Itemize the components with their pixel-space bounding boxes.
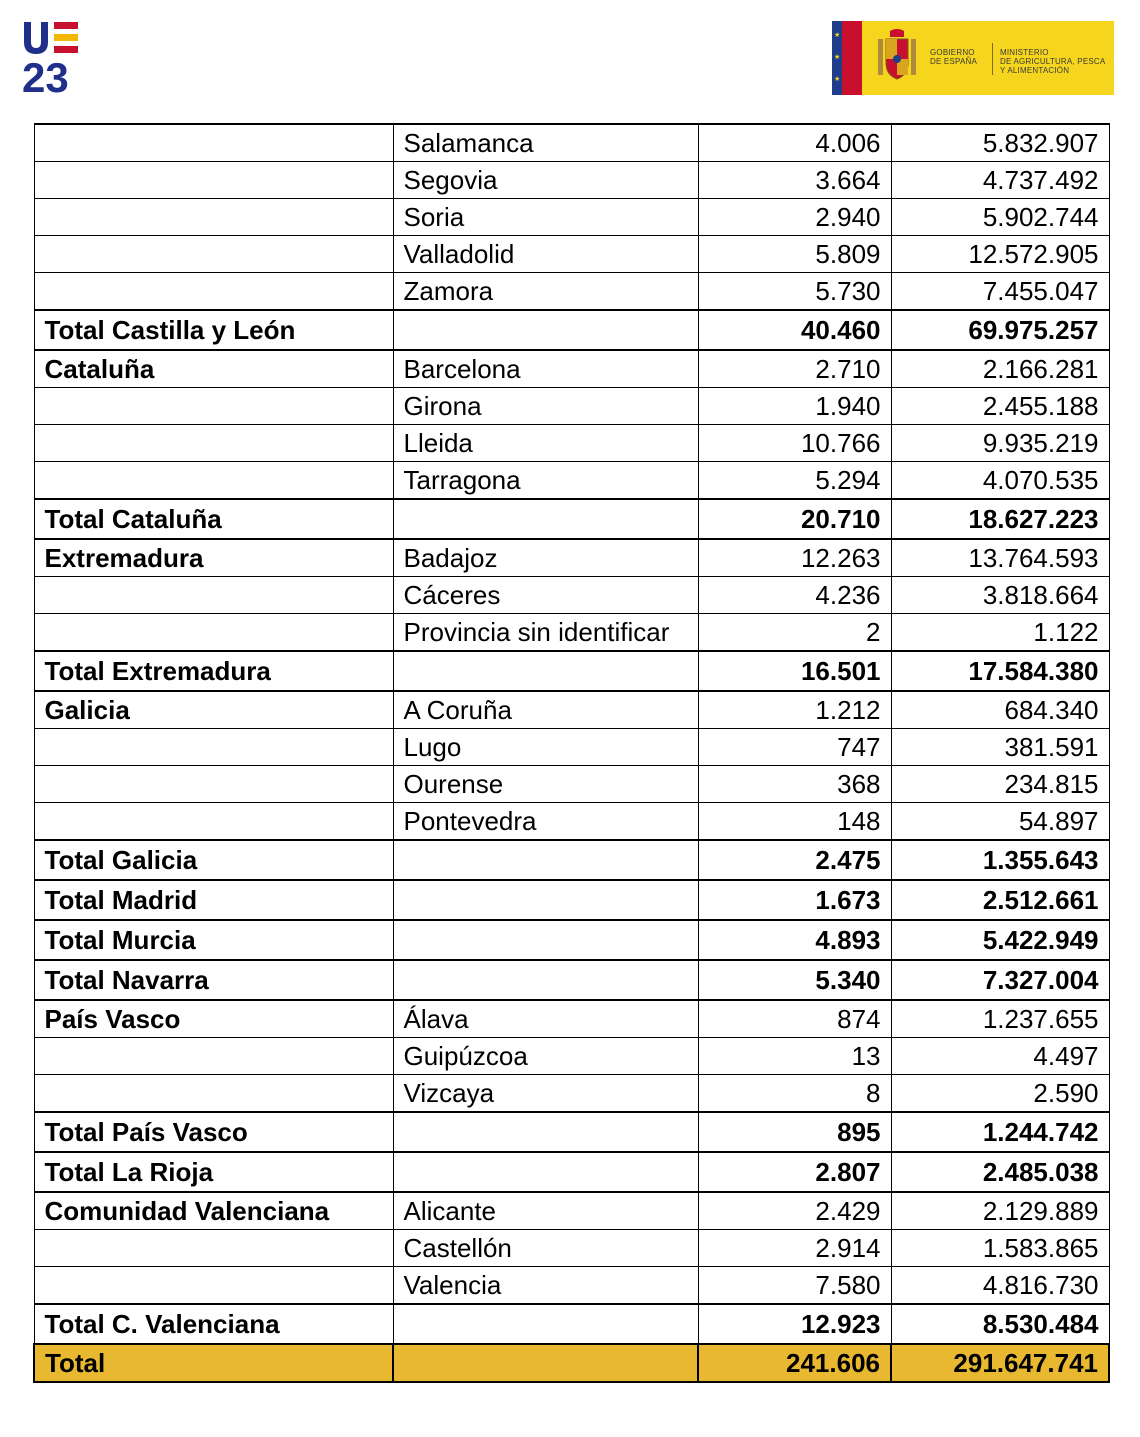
province-cell: Salamanca <box>393 124 698 162</box>
value-2-cell: 4.737.492 <box>891 162 1109 199</box>
value-1-cell: 2.429 <box>698 1192 891 1230</box>
value-1-cell: 241.606 <box>698 1344 891 1382</box>
region-cell: Total País Vasco <box>34 1112 393 1152</box>
table-row <box>34 162 1109 199</box>
region-cell <box>34 162 393 199</box>
region-cell <box>34 388 393 425</box>
value-1-cell: 1.212 <box>698 691 891 729</box>
province-cell: Segovia <box>393 162 698 199</box>
table-row <box>34 803 1109 841</box>
table-row <box>34 236 1109 273</box>
value-2-cell: 3.818.664 <box>891 577 1109 614</box>
province-cell: Lleida <box>393 425 698 462</box>
table-row <box>34 1230 1109 1267</box>
region-cell <box>34 729 393 766</box>
value-1-cell: 5.340 <box>698 960 891 1000</box>
total-row <box>34 1112 1109 1152</box>
value-2-cell: 1.355.643 <box>891 840 1109 880</box>
value-2-cell: 1.583.865 <box>891 1230 1109 1267</box>
region-cell: Cataluña <box>34 350 393 388</box>
province-cell: Tarragona <box>393 462 698 500</box>
province-cell <box>393 499 698 539</box>
region-cell: Galicia <box>34 691 393 729</box>
value-1-cell: 5.809 <box>698 236 891 273</box>
coat-of-arms-icon <box>874 29 920 87</box>
value-2-cell: 4.497 <box>891 1038 1109 1075</box>
region-cell: Total C. Valenciana <box>34 1304 393 1344</box>
value-1-cell: 12.263 <box>698 539 891 577</box>
region-cell: Total Cataluña <box>34 499 393 539</box>
region-cell: Total <box>34 1344 393 1382</box>
region-cell <box>34 199 393 236</box>
star-icon: ★ <box>834 54 841 61</box>
region-cell: Comunidad Valenciana <box>34 1192 393 1230</box>
total-row <box>34 840 1109 880</box>
value-2-cell: 1.237.655 <box>891 1000 1109 1038</box>
region-cell <box>34 1267 393 1305</box>
gobierno-de-espana-text: GOBIERNO DE ESPAÑA <box>930 48 977 66</box>
grand-total-row <box>34 1344 1109 1382</box>
region-cell <box>34 124 393 162</box>
province-cell <box>393 651 698 691</box>
table-row <box>34 124 1109 162</box>
total-row <box>34 880 1109 920</box>
province-cell: Cáceres <box>393 577 698 614</box>
table-row <box>34 1000 1109 1038</box>
ministry-name-text: MINISTERIO DE AGRICULTURA, PESCA Y ALIMENTACIÓN <box>1000 48 1106 75</box>
data-table <box>33 123 1110 1383</box>
value-2-cell: 18.627.223 <box>891 499 1109 539</box>
value-1-cell: 16.501 <box>698 651 891 691</box>
province-cell: Valladolid <box>393 236 698 273</box>
province-cell: Provincia sin identificar <box>393 614 698 652</box>
value-2-cell: 2.590 <box>891 1075 1109 1113</box>
region-cell <box>34 614 393 652</box>
province-cell <box>393 1344 698 1382</box>
region-cell <box>34 1075 393 1113</box>
province-cell <box>393 1152 698 1192</box>
province-cell: A Coruña <box>393 691 698 729</box>
value-1-cell: 4.893 <box>698 920 891 960</box>
government-ministry-logo <box>832 21 1114 95</box>
region-cell <box>34 766 393 803</box>
total-row <box>34 651 1109 691</box>
value-1-cell: 148 <box>698 803 891 841</box>
table-row <box>34 1267 1109 1305</box>
eu-flag-strip <box>832 21 862 95</box>
value-2-cell: 8.530.484 <box>891 1304 1109 1344</box>
table-row <box>34 729 1109 766</box>
value-2-cell: 7.327.004 <box>891 960 1109 1000</box>
table-row <box>34 425 1109 462</box>
province-cell: Soria <box>393 199 698 236</box>
value-2-cell: 2.166.281 <box>891 350 1109 388</box>
value-2-cell: 12.572.905 <box>891 236 1109 273</box>
value-1-cell: 2.710 <box>698 350 891 388</box>
value-2-cell: 9.935.219 <box>891 425 1109 462</box>
value-2-cell: 234.815 <box>891 766 1109 803</box>
table-row <box>34 462 1109 500</box>
value-1-cell: 8 <box>698 1075 891 1113</box>
logo-divider <box>992 43 993 75</box>
value-2-cell: 5.902.744 <box>891 199 1109 236</box>
value-1-cell: 20.710 <box>698 499 891 539</box>
value-1-cell: 874 <box>698 1000 891 1038</box>
region-cell: Total Navarra <box>34 960 393 1000</box>
region-cell <box>34 577 393 614</box>
value-1-cell: 3.664 <box>698 162 891 199</box>
value-1-cell: 13 <box>698 1038 891 1075</box>
value-2-cell: 2.512.661 <box>891 880 1109 920</box>
region-cell: Extremadura <box>34 539 393 577</box>
region-cell <box>34 425 393 462</box>
value-1-cell: 10.766 <box>698 425 891 462</box>
value-2-cell: 7.455.047 <box>891 273 1109 311</box>
value-2-cell: 2.129.889 <box>891 1192 1109 1230</box>
value-2-cell: 2.455.188 <box>891 388 1109 425</box>
region-cell <box>34 1230 393 1267</box>
value-2-cell: 4.816.730 <box>891 1267 1109 1305</box>
total-row <box>34 499 1109 539</box>
region-cell <box>34 462 393 500</box>
province-cell: Guipúzcoa <box>393 1038 698 1075</box>
table-row <box>34 539 1109 577</box>
total-row <box>34 960 1109 1000</box>
value-1-cell: 368 <box>698 766 891 803</box>
region-cell: Total La Rioja <box>34 1152 393 1192</box>
value-2-cell: 2.485.038 <box>891 1152 1109 1192</box>
value-1-cell: 4.006 <box>698 124 891 162</box>
value-1-cell: 2.914 <box>698 1230 891 1267</box>
table-row <box>34 1075 1109 1113</box>
table-body <box>34 124 1109 1382</box>
province-cell: Pontevedra <box>393 803 698 841</box>
region-cell: Total Extremadura <box>34 651 393 691</box>
table-row <box>34 614 1109 652</box>
value-2-cell: 5.832.907 <box>891 124 1109 162</box>
value-2-cell: 54.897 <box>891 803 1109 841</box>
province-cell <box>393 920 698 960</box>
value-2-cell: 1.122 <box>891 614 1109 652</box>
value-1-cell: 2 <box>698 614 891 652</box>
region-cell: País Vasco <box>34 1000 393 1038</box>
table-row <box>34 1192 1109 1230</box>
province-cell <box>393 880 698 920</box>
value-1-cell: 7.580 <box>698 1267 891 1305</box>
province-cell: Badajoz <box>393 539 698 577</box>
region-cell <box>34 236 393 273</box>
province-cell: Girona <box>393 388 698 425</box>
ue23-logo-icon <box>22 20 80 94</box>
region-cell: Total Murcia <box>34 920 393 960</box>
province-cell: Álava <box>393 1000 698 1038</box>
star-icon: ★ <box>834 76 841 83</box>
province-cell: Castellón <box>393 1230 698 1267</box>
province-cell <box>393 1304 698 1344</box>
province-cell: Vizcaya <box>393 1075 698 1113</box>
table-row <box>34 273 1109 311</box>
province-cell: Zamora <box>393 273 698 311</box>
value-1-cell: 40.460 <box>698 310 891 350</box>
region-cell: Total Galicia <box>34 840 393 880</box>
eu-presidency-logo <box>22 20 80 94</box>
table-row <box>34 766 1109 803</box>
province-cell <box>393 310 698 350</box>
star-icon: ★ <box>834 32 841 39</box>
province-cell: Lugo <box>393 729 698 766</box>
province-cell: Valencia <box>393 1267 698 1305</box>
total-row <box>34 920 1109 960</box>
value-2-cell: 1.244.742 <box>891 1112 1109 1152</box>
table-row <box>34 199 1109 236</box>
value-1-cell: 5.730 <box>698 273 891 311</box>
region-cell: Total Madrid <box>34 880 393 920</box>
value-1-cell: 747 <box>698 729 891 766</box>
table-row <box>34 350 1109 388</box>
value-1-cell: 1.673 <box>698 880 891 920</box>
value-1-cell: 2.940 <box>698 199 891 236</box>
value-1-cell: 1.940 <box>698 388 891 425</box>
province-cell: Alicante <box>393 1192 698 1230</box>
table-row <box>34 388 1109 425</box>
total-row <box>34 310 1109 350</box>
value-2-cell: 13.764.593 <box>891 539 1109 577</box>
value-2-cell: 291.647.741 <box>891 1344 1109 1382</box>
table-row <box>34 691 1109 729</box>
value-1-cell: 12.923 <box>698 1304 891 1344</box>
value-1-cell: 5.294 <box>698 462 891 500</box>
total-row <box>34 1304 1109 1344</box>
region-cell <box>34 803 393 841</box>
region-cell <box>34 273 393 311</box>
province-cell <box>393 840 698 880</box>
table-row <box>34 1038 1109 1075</box>
value-1-cell: 2.475 <box>698 840 891 880</box>
value-2-cell: 381.591 <box>891 729 1109 766</box>
province-cell: Ourense <box>393 766 698 803</box>
province-cell: Barcelona <box>393 350 698 388</box>
value-2-cell: 69.975.257 <box>891 310 1109 350</box>
value-2-cell: 5.422.949 <box>891 920 1109 960</box>
region-cell <box>34 1038 393 1075</box>
province-cell <box>393 1112 698 1152</box>
table-row <box>34 577 1109 614</box>
region-cell: Total Castilla y León <box>34 310 393 350</box>
value-2-cell: 684.340 <box>891 691 1109 729</box>
value-1-cell: 2.807 <box>698 1152 891 1192</box>
value-1-cell: 4.236 <box>698 577 891 614</box>
ue23-number: 23 <box>22 54 69 94</box>
total-row <box>34 1152 1109 1192</box>
province-cell <box>393 960 698 1000</box>
value-1-cell: 895 <box>698 1112 891 1152</box>
value-2-cell: 4.070.535 <box>891 462 1109 500</box>
value-2-cell: 17.584.380 <box>891 651 1109 691</box>
